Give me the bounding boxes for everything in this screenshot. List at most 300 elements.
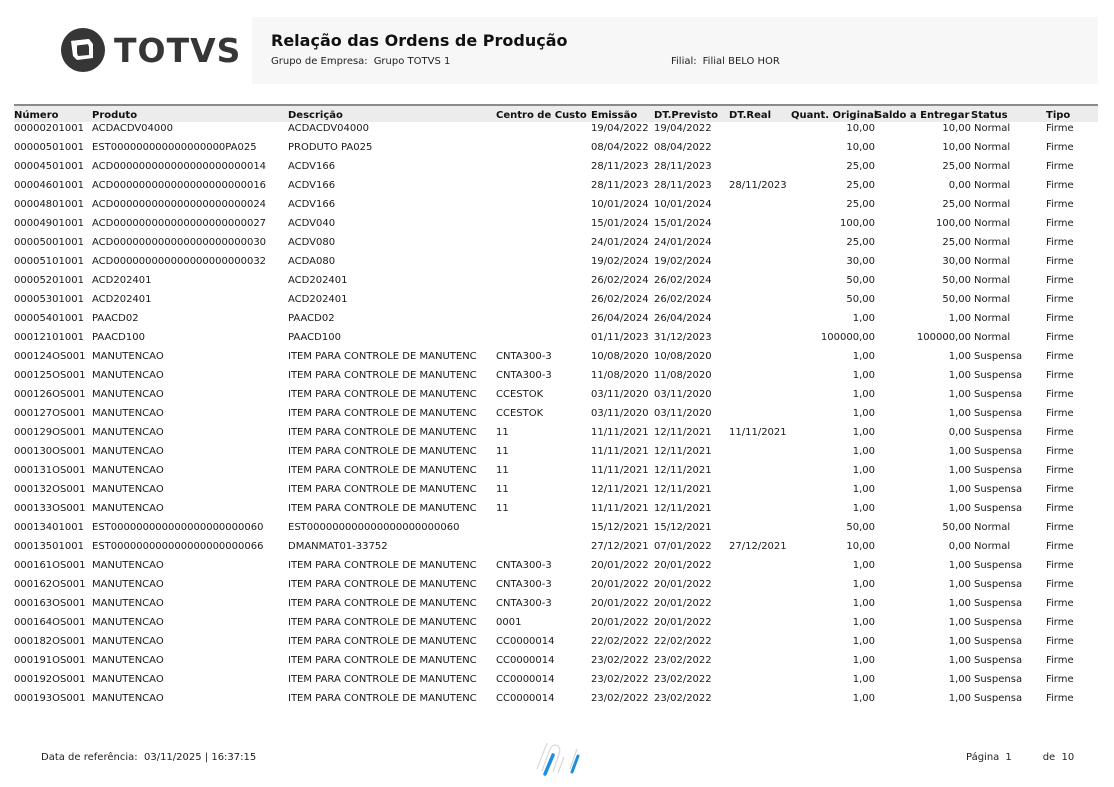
cell-centro-custo: CC0000014 — [496, 674, 555, 685]
table-row — [14, 635, 1098, 654]
cell-descricao: ACD202401 — [288, 275, 348, 286]
cell-emissao: 12/11/2021 — [591, 484, 649, 495]
cell-numero: 00004801001 — [14, 199, 84, 210]
cell-emissao: 22/02/2022 — [591, 636, 649, 647]
cell-dt-previsto: 23/02/2022 — [654, 693, 712, 704]
cell-status: Suspensa — [974, 370, 1023, 381]
cell-tipo: Firme — [1046, 199, 1074, 210]
table-row — [14, 597, 1098, 616]
table-row — [14, 331, 1098, 350]
cell-emissao: 15/12/2021 — [591, 522, 649, 533]
cell-dt-real — [729, 502, 791, 521]
cell-quant-original: 25,00 — [846, 180, 875, 191]
cell-emissao: 26/02/2024 — [591, 275, 649, 286]
cell-centro-custo — [496, 160, 591, 179]
cell-status: Normal — [974, 256, 1011, 267]
cell-centro-custo — [496, 331, 591, 350]
table-row — [14, 179, 1098, 198]
cell-centro-custo: CNTA300-3 — [496, 351, 552, 362]
cell-dt-previsto: 19/04/2022 — [654, 123, 712, 134]
table-row — [14, 654, 1098, 673]
cell-dt-previsto: 24/01/2024 — [654, 237, 712, 248]
cell-produto: ACDACDV04000 — [92, 123, 173, 134]
branch — [671, 56, 780, 67]
cell-numero: 000131OS001 — [14, 465, 86, 476]
col-status: Status — [971, 105, 1046, 122]
table-row — [14, 255, 1098, 274]
cell-descricao: ITEM PARA CONTROLE DE MANUTENC — [288, 427, 477, 438]
cell-quant-original: 1,00 — [852, 446, 875, 457]
cell-tipo: Firme — [1046, 313, 1074, 324]
cell-status: Suspensa — [974, 693, 1023, 704]
cell-tipo: Firme — [1046, 693, 1074, 704]
cell-status: Normal — [974, 237, 1011, 248]
cell-centro-custo — [496, 274, 591, 293]
cell-saldo-entregar: 1,00 — [948, 370, 971, 381]
table-row — [14, 445, 1098, 464]
cell-descricao: ACDV040 — [288, 218, 336, 229]
cell-descricao: ACDV166 — [288, 161, 336, 172]
cell-descricao: ITEM PARA CONTROLE DE MANUTENC — [288, 560, 477, 571]
cell-status: Suspensa — [974, 560, 1023, 571]
cell-tipo: Firme — [1046, 636, 1074, 647]
cell-tipo: Firme — [1046, 256, 1074, 267]
cell-status: Normal — [974, 294, 1011, 305]
table-row — [14, 673, 1098, 692]
cell-saldo-entregar: 0,00 — [948, 427, 971, 438]
cell-numero: 000193OS001 — [14, 693, 86, 704]
cell-produto: MANUTENCAO — [92, 693, 164, 704]
cell-dt-real — [729, 236, 791, 255]
cell-saldo-entregar: 1,00 — [948, 389, 971, 400]
table-row — [14, 540, 1098, 559]
table-body — [14, 122, 1098, 711]
cell-numero: 000182OS001 — [14, 636, 86, 647]
page-title: Relação das Ordens de Produção — [271, 31, 568, 50]
cell-numero: 000129OS001 — [14, 427, 86, 438]
cell-descricao: ITEM PARA CONTROLE DE MANUTENC — [288, 617, 477, 628]
cell-numero: 00005401001 — [14, 313, 84, 324]
cell-status: Normal — [974, 180, 1011, 191]
cell-descricao: PAACD100 — [288, 332, 341, 343]
cell-tipo: Firme — [1046, 351, 1074, 362]
totvs-logo-icon — [60, 27, 106, 73]
cell-dt-real — [729, 350, 791, 369]
cell-dt-real — [729, 217, 791, 236]
cell-emissao: 19/02/2024 — [591, 256, 649, 267]
cell-numero: 000164OS001 — [14, 617, 86, 628]
cell-centro-custo — [496, 141, 591, 160]
cell-emissao: 23/02/2022 — [591, 655, 649, 666]
table-row — [14, 160, 1098, 179]
cell-centro-custo: CC0000014 — [496, 636, 555, 647]
cell-quant-original: 10,00 — [846, 123, 875, 134]
cell-dt-real: 27/12/2021 — [729, 541, 787, 552]
cell-dt-previsto: 10/08/2020 — [654, 351, 712, 362]
cell-emissao: 10/08/2020 — [591, 351, 649, 362]
cell-numero: 00000501001 — [14, 142, 84, 153]
cell-descricao: ITEM PARA CONTROLE DE MANUTENC — [288, 579, 477, 590]
cell-tipo: Firme — [1046, 674, 1074, 685]
cell-quant-original: 1,00 — [852, 636, 875, 647]
cell-emissao: 28/11/2023 — [591, 180, 649, 191]
cell-saldo-entregar: 1,00 — [948, 693, 971, 704]
table-row — [14, 388, 1098, 407]
table-row — [14, 274, 1098, 293]
cell-centro-custo: CCESTOK — [496, 389, 544, 400]
cell-emissao: 11/11/2021 — [591, 427, 649, 438]
table-row — [14, 578, 1098, 597]
cell-descricao: ACDA080 — [288, 256, 336, 267]
reference-date-value: 03/11/2025 | 16:37:15 — [143, 752, 257, 763]
cell-descricao: ITEM PARA CONTROLE DE MANUTENC — [288, 484, 477, 495]
cell-emissao: 19/04/2022 — [591, 123, 649, 134]
cell-status: Suspensa — [974, 389, 1023, 400]
cell-tipo: Firme — [1046, 370, 1074, 381]
cell-emissao: 20/01/2022 — [591, 598, 649, 609]
cell-quant-original: 1,00 — [852, 579, 875, 590]
cell-dt-previsto: 19/02/2024 — [654, 256, 712, 267]
cell-centro-custo: 11 — [496, 427, 509, 438]
cell-emissao: 24/01/2024 — [591, 237, 649, 248]
cell-dt-previsto: 23/02/2022 — [654, 655, 712, 666]
col-quant-original: Quant. Original — [791, 105, 875, 122]
cell-centro-custo: 0001 — [496, 617, 522, 628]
paperclip-logo-icon — [533, 739, 585, 783]
cell-dt-previsto: 20/01/2022 — [654, 579, 712, 590]
cell-produto: MANUTENCAO — [92, 370, 164, 381]
cell-descricao: ITEM PARA CONTROLE DE MANUTENC — [288, 370, 477, 381]
cell-dt-real — [729, 521, 791, 540]
cell-status: Normal — [974, 123, 1011, 134]
col-numero: Número — [14, 105, 92, 122]
cell-quant-original: 50,00 — [846, 522, 875, 533]
col-dt-previsto: DT.Previsto — [654, 105, 729, 122]
cell-dt-real — [729, 122, 791, 141]
cell-tipo: Firme — [1046, 123, 1074, 134]
cell-emissao: 11/11/2021 — [591, 465, 649, 476]
cell-produto: ACD202401 — [92, 294, 152, 305]
cell-dt-previsto: 12/11/2021 — [654, 484, 712, 495]
cell-quant-original: 1,00 — [852, 427, 875, 438]
cell-centro-custo — [496, 122, 591, 141]
cell-saldo-entregar: 1,00 — [948, 465, 971, 476]
cell-descricao: ACDV166 — [288, 199, 336, 210]
cell-tipo: Firme — [1046, 484, 1074, 495]
cell-quant-original: 100000,00 — [820, 332, 875, 343]
cell-saldo-entregar: 1,00 — [948, 408, 971, 419]
cell-centro-custo: CC0000014 — [496, 693, 555, 704]
company-group-label: Grupo de Empresa: — [271, 56, 368, 67]
page-of-label: de — [1042, 752, 1056, 763]
table-row — [14, 692, 1098, 711]
cell-emissao: 11/08/2020 — [591, 370, 649, 381]
cell-status: Suspensa — [974, 617, 1023, 628]
table-row — [14, 312, 1098, 331]
cell-status: Suspensa — [974, 446, 1023, 457]
cell-quant-original: 50,00 — [846, 294, 875, 305]
cell-centro-custo — [496, 217, 591, 236]
page-total: 10 — [1061, 752, 1075, 763]
cell-centro-custo: CNTA300-3 — [496, 370, 552, 381]
cell-dt-real — [729, 198, 791, 217]
cell-quant-original: 1,00 — [852, 598, 875, 609]
cell-status: Normal — [974, 541, 1011, 552]
cell-status: Suspensa — [974, 427, 1023, 438]
cell-produto: MANUTENCAO — [92, 503, 164, 514]
cell-dt-real — [729, 578, 791, 597]
cell-emissao: 03/11/2020 — [591, 408, 649, 419]
cell-dt-real — [729, 312, 791, 331]
col-descricao: Descrição — [288, 105, 496, 122]
totvs-logo — [60, 26, 241, 74]
cell-descricao: ITEM PARA CONTROLE DE MANUTENC — [288, 351, 477, 362]
cell-dt-real — [729, 255, 791, 274]
cell-tipo: Firme — [1046, 598, 1074, 609]
cell-descricao: ITEM PARA CONTROLE DE MANUTENC — [288, 674, 477, 685]
page-current: 1 — [1005, 752, 1012, 763]
cell-numero: 000124OS001 — [14, 351, 86, 362]
cell-quant-original: 1,00 — [852, 351, 875, 362]
cell-numero: 00004601001 — [14, 180, 84, 191]
col-tipo: Tipo — [1046, 105, 1098, 122]
cell-saldo-entregar: 50,00 — [942, 294, 971, 305]
cell-centro-custo: 11 — [496, 484, 509, 495]
cell-tipo: Firme — [1046, 522, 1074, 533]
cell-descricao: ACDACDV04000 — [288, 123, 369, 134]
reference-date-label: Data de referência: — [41, 752, 138, 763]
cell-quant-original: 25,00 — [846, 237, 875, 248]
cell-tipo: Firme — [1046, 161, 1074, 172]
cell-numero: 000192OS001 — [14, 674, 86, 685]
cell-centro-custo: 11 — [496, 446, 509, 457]
cell-dt-previsto: 26/02/2024 — [654, 275, 712, 286]
cell-tipo: Firme — [1046, 617, 1074, 628]
cell-dt-real — [729, 692, 791, 711]
cell-saldo-entregar: 1,00 — [948, 351, 971, 362]
cell-quant-original: 50,00 — [846, 275, 875, 286]
company-group-value: Grupo TOTVS 1 — [373, 56, 451, 67]
cell-numero: 00005101001 — [14, 256, 84, 267]
cell-quant-original: 100,00 — [840, 218, 875, 229]
cell-produto: MANUTENCAO — [92, 560, 164, 571]
cell-dt-real — [729, 445, 791, 464]
cell-emissao: 03/11/2020 — [591, 389, 649, 400]
cell-numero: 000132OS001 — [14, 484, 86, 495]
production-orders-table — [14, 104, 1098, 711]
cell-status: Normal — [974, 332, 1011, 343]
cell-status: Suspensa — [974, 655, 1023, 666]
cell-tipo: Firme — [1046, 446, 1074, 457]
cell-tipo: Firme — [1046, 389, 1074, 400]
table-row — [14, 293, 1098, 312]
cell-status: Suspensa — [974, 351, 1023, 362]
col-dt-real: DT.Real — [729, 105, 791, 122]
cell-dt-previsto: 10/01/2024 — [654, 199, 712, 210]
cell-quant-original: 1,00 — [852, 617, 875, 628]
cell-status: Normal — [974, 313, 1011, 324]
cell-tipo: Firme — [1046, 275, 1074, 286]
cell-tipo: Firme — [1046, 579, 1074, 590]
table-row — [14, 122, 1098, 141]
cell-quant-original: 1,00 — [852, 655, 875, 666]
cell-produto: MANUTENCAO — [92, 484, 164, 495]
cell-descricao: ACD202401 — [288, 294, 348, 305]
cell-quant-original: 1,00 — [852, 370, 875, 381]
cell-numero: 00012101001 — [14, 332, 84, 343]
cell-dt-previsto: 12/11/2021 — [654, 446, 712, 457]
cell-produto: MANUTENCAO — [92, 427, 164, 438]
cell-centro-custo: CNTA300-3 — [496, 598, 552, 609]
cell-produto: ACD000000000000000000000014 — [92, 161, 267, 172]
cell-dt-real — [729, 331, 791, 350]
cell-dt-real — [729, 559, 791, 578]
cell-descricao: ITEM PARA CONTROLE DE MANUTENC — [288, 465, 477, 476]
cell-quant-original: 25,00 — [846, 161, 875, 172]
cell-emissao: 26/02/2024 — [591, 294, 649, 305]
cell-saldo-entregar: 10,00 — [942, 123, 971, 134]
cell-produto: ACD000000000000000000000030 — [92, 237, 267, 248]
cell-tipo: Firme — [1046, 142, 1074, 153]
cell-status: Suspensa — [974, 503, 1023, 514]
cell-tipo: Firme — [1046, 218, 1074, 229]
cell-status: Suspensa — [974, 598, 1023, 609]
cell-status: Normal — [974, 161, 1011, 172]
cell-produto: MANUTENCAO — [92, 598, 164, 609]
cell-centro-custo — [496, 312, 591, 331]
cell-saldo-entregar: 1,00 — [948, 617, 971, 628]
cell-saldo-entregar: 100000,00 — [916, 332, 971, 343]
cell-tipo: Firme — [1046, 294, 1074, 305]
cell-descricao: ITEM PARA CONTROLE DE MANUTENC — [288, 503, 477, 514]
cell-numero: 00013401001 — [14, 522, 84, 533]
cell-quant-original: 1,00 — [852, 313, 875, 324]
report-header — [252, 17, 1098, 84]
cell-saldo-entregar: 25,00 — [942, 237, 971, 248]
cell-tipo: Firme — [1046, 503, 1074, 514]
cell-emissao: 23/02/2022 — [591, 674, 649, 685]
cell-status: Normal — [974, 522, 1011, 533]
cell-centro-custo: CCESTOK — [496, 408, 544, 419]
cell-saldo-entregar: 1,00 — [948, 598, 971, 609]
cell-quant-original: 10,00 — [846, 541, 875, 552]
cell-dt-previsto: 03/11/2020 — [654, 389, 712, 400]
cell-descricao: PRODUTO PA025 — [288, 142, 373, 153]
cell-numero: 000127OS001 — [14, 408, 86, 419]
cell-centro-custo — [496, 255, 591, 274]
table-row — [14, 616, 1098, 635]
cell-dt-real — [729, 616, 791, 635]
col-centro-custo: Centro de Custo — [496, 105, 591, 122]
cell-status: Suspensa — [974, 465, 1023, 476]
cell-numero: 000163OS001 — [14, 598, 86, 609]
cell-centro-custo — [496, 179, 591, 198]
cell-numero: 00005201001 — [14, 275, 84, 286]
cell-quant-original: 1,00 — [852, 503, 875, 514]
cell-dt-real — [729, 464, 791, 483]
cell-tipo: Firme — [1046, 465, 1074, 476]
cell-produto: MANUTENCAO — [92, 617, 164, 628]
cell-status: Normal — [974, 275, 1011, 286]
cell-produto: MANUTENCAO — [92, 389, 164, 400]
cell-numero: 00005301001 — [14, 294, 84, 305]
cell-descricao: ACDV166 — [288, 180, 336, 191]
cell-dt-previsto: 11/08/2020 — [654, 370, 712, 381]
reference-date — [41, 752, 256, 763]
cell-status: Normal — [974, 142, 1011, 153]
cell-produto: MANUTENCAO — [92, 636, 164, 647]
cell-saldo-entregar: 1,00 — [948, 674, 971, 685]
cell-dt-real — [729, 369, 791, 388]
cell-dt-previsto: 20/01/2022 — [654, 598, 712, 609]
pagination — [966, 752, 1074, 763]
cell-status: Suspensa — [974, 484, 1023, 495]
cell-tipo: Firme — [1046, 180, 1074, 191]
cell-emissao: 20/01/2022 — [591, 617, 649, 628]
cell-dt-previsto: 12/11/2021 — [654, 465, 712, 476]
cell-dt-previsto: 12/11/2021 — [654, 427, 712, 438]
cell-saldo-entregar: 1,00 — [948, 636, 971, 647]
cell-status: Normal — [974, 218, 1011, 229]
cell-emissao: 20/01/2022 — [591, 579, 649, 590]
cell-dt-real — [729, 388, 791, 407]
cell-descricao: DMANMAT01-33752 — [288, 541, 388, 552]
cell-produto: ACD000000000000000000000024 — [92, 199, 267, 210]
col-produto: Produto — [92, 105, 288, 122]
cell-emissao: 26/04/2024 — [591, 313, 649, 324]
cell-centro-custo: CNTA300-3 — [496, 579, 552, 590]
cell-centro-custo: 11 — [496, 465, 509, 476]
cell-saldo-entregar: 1,00 — [948, 446, 971, 457]
table-row — [14, 407, 1098, 426]
company-group — [271, 56, 450, 67]
cell-produto: MANUTENCAO — [92, 408, 164, 419]
cell-quant-original: 1,00 — [852, 465, 875, 476]
cell-emissao: 15/01/2024 — [591, 218, 649, 229]
cell-tipo: Firme — [1046, 560, 1074, 571]
page-label: Página — [966, 752, 1000, 763]
cell-centro-custo — [496, 293, 591, 312]
cell-dt-previsto: 28/11/2023 — [654, 161, 712, 172]
cell-dt-previsto: 07/01/2022 — [654, 541, 712, 552]
cell-dt-previsto: 22/02/2022 — [654, 636, 712, 647]
cell-descricao: ITEM PARA CONTROLE DE MANUTENC — [288, 446, 477, 457]
cell-descricao: PAACD02 — [288, 313, 335, 324]
cell-saldo-entregar: 1,00 — [948, 484, 971, 495]
cell-dt-real — [729, 293, 791, 312]
cell-saldo-entregar: 0,00 — [948, 541, 971, 552]
cell-numero: 00000201001 — [14, 123, 84, 134]
cell-dt-real: 11/11/2021 — [729, 427, 787, 438]
cell-emissao: 27/12/2021 — [591, 541, 649, 552]
cell-dt-previsto: 15/12/2021 — [654, 522, 712, 533]
col-emissao: Emissão — [591, 105, 654, 122]
table-header — [14, 105, 1098, 122]
cell-dt-real — [729, 407, 791, 426]
cell-produto: EST000000000000000000000066 — [92, 541, 264, 552]
cell-status: Suspensa — [974, 579, 1023, 590]
cell-saldo-entregar: 1,00 — [948, 503, 971, 514]
cell-produto: MANUTENCAO — [92, 465, 164, 476]
cell-emissao: 08/04/2022 — [591, 142, 649, 153]
cell-centro-custo: CNTA300-3 — [496, 560, 552, 571]
cell-centro-custo — [496, 540, 591, 559]
cell-dt-real — [729, 654, 791, 673]
cell-quant-original: 1,00 — [852, 389, 875, 400]
cell-status: Suspensa — [974, 636, 1023, 647]
cell-produto: PAACD02 — [92, 313, 139, 324]
cell-saldo-entregar: 0,00 — [948, 180, 971, 191]
